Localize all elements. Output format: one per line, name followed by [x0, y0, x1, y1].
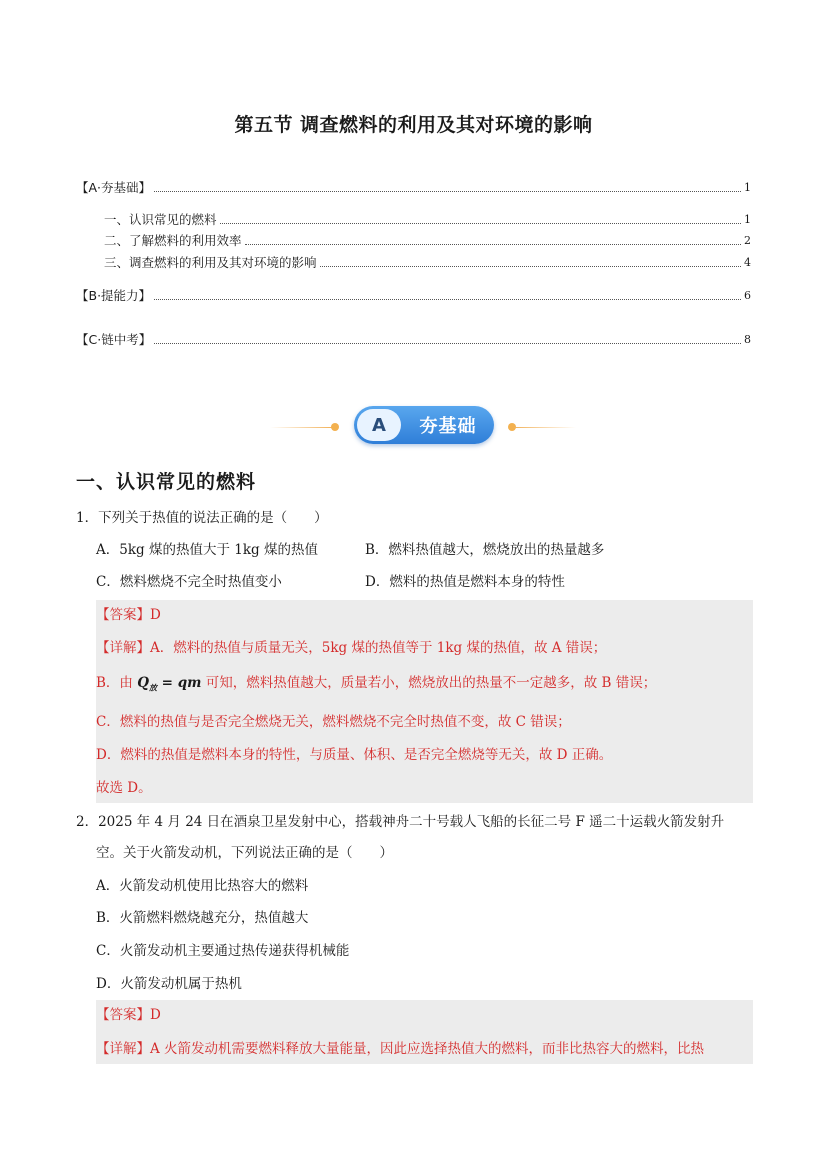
detail-prefix: B．由 — [96, 675, 133, 691]
toc-leader — [245, 244, 741, 245]
toc-entry-a[interactable] — [76, 180, 751, 196]
toc-leader — [154, 343, 741, 344]
q1-option-a[interactable]: A．5kg 煤的热值大于 1kg 煤的热值 — [96, 542, 318, 558]
toc-leader — [154, 299, 741, 300]
toc-page: 1 — [744, 213, 751, 226]
badge-word: 夯基础 — [419, 416, 477, 437]
toc-label: 二、了解燃料的利用效率 — [104, 233, 242, 248]
toc-leader — [154, 191, 741, 192]
q2-option-d[interactable]: D．火箭发动机属于热机 — [96, 976, 242, 992]
section-badge — [354, 406, 494, 444]
toc-page: 2 — [744, 234, 751, 247]
q2-detail-1 — [96, 1039, 751, 1059]
q2-option-a[interactable]: A．火箭发动机使用比热容大的燃料 — [96, 878, 309, 894]
toc-leader — [220, 223, 741, 224]
q1-detail-5: 故选 D。 — [96, 780, 152, 796]
q1-detail-3: C．燃料的热值与是否完全燃烧无关，燃料燃烧不完全时热值不变，故 C 错误； — [96, 714, 571, 730]
toc-label: 三、调查燃料的利用及其对环境的影响 — [104, 255, 317, 270]
question-1-stem: 1．下列关于热值的说法正确的是（ ） — [76, 510, 328, 526]
banner-dot-left — [331, 423, 339, 431]
q1-detail-4: D．燃料的热值是燃料本身的特性，与质量、体积、是否完全燃烧等无关，故 D 正确。 — [96, 747, 613, 763]
detail-tag: 【详解】 — [96, 640, 150, 656]
toc-page: 8 — [744, 333, 751, 346]
detail-text: A．燃料的热值与质量无关，5kg 煤的热值等于 1kg 煤的热值，故 A 错误； — [150, 640, 607, 656]
toc-entry-b[interactable] — [76, 288, 751, 304]
q2-answer: 【答案】D — [96, 1007, 161, 1023]
toc-leader — [320, 266, 741, 267]
q2-option-c[interactable]: C．火箭发动机主要通过热传递获得机械能 — [96, 943, 350, 959]
q1-answer-box — [96, 600, 753, 803]
formula-lhs: Q — [137, 675, 149, 691]
formula-rhs: = qm — [156, 675, 202, 691]
q1-option-d[interactable]: D．燃料的热值是燃料本身的特性 — [365, 574, 565, 590]
badge-letter: A — [357, 409, 401, 441]
q1-detail-2 — [96, 673, 656, 698]
heat-formula — [137, 675, 201, 691]
toc-entry-a1[interactable] — [104, 212, 751, 228]
q2-option-b[interactable]: B．火箭燃料燃烧越充分，热值越大 — [96, 910, 309, 926]
section-heading: 一、认识常见的燃料 — [76, 471, 257, 493]
toc-entry-c[interactable] — [76, 332, 751, 348]
toc-label: 【B·提能力】 — [76, 288, 152, 303]
formula-subscript: 放 — [148, 682, 157, 693]
toc-entry-a2[interactable] — [104, 233, 751, 249]
question-2-stem-2: 空。关于火箭发动机，下列说法正确的是（ ） — [96, 845, 393, 861]
toc-label: 【C·链中考】 — [76, 332, 152, 347]
toc-page: 1 — [744, 181, 751, 194]
banner-line-left — [270, 427, 332, 428]
toc-label: 【A·夯基础】 — [76, 180, 152, 195]
question-2-stem-1: 2．2025 年 4 月 24 日在酒泉卫星发射中心，搭载神舟二十号载人飞船的长征二号 F 遥二十运载火箭发射升 — [76, 814, 725, 830]
q1-answer: 【答案】D — [96, 607, 161, 623]
toc-entry-a3[interactable] — [104, 255, 751, 271]
detail-tag: 【详解】 — [96, 1041, 150, 1057]
banner-line-right — [514, 427, 576, 428]
toc-label: 一、认识常见的燃料 — [104, 212, 217, 227]
q1-option-b[interactable]: B．燃料热值越大，燃烧放出的热量越多 — [365, 542, 605, 558]
page-title: 第五节 调查燃料的利用及其对环境的影响 — [234, 114, 593, 136]
detail-text: A 火箭发动机需要燃料释放大量能量，因此应选择热值大的燃料，而非比热容大的燃料，比热 — [150, 1041, 705, 1057]
toc-page: 4 — [744, 256, 751, 269]
q1-option-c[interactable]: C．燃料燃烧不完全时热值变小 — [96, 574, 282, 590]
toc-page: 6 — [744, 289, 751, 302]
q1-detail-1 — [96, 638, 606, 658]
detail-suffix: 可知，燃料热值越大，质量若小，燃烧放出的热量不一定越多，故 B 错误； — [205, 675, 657, 691]
